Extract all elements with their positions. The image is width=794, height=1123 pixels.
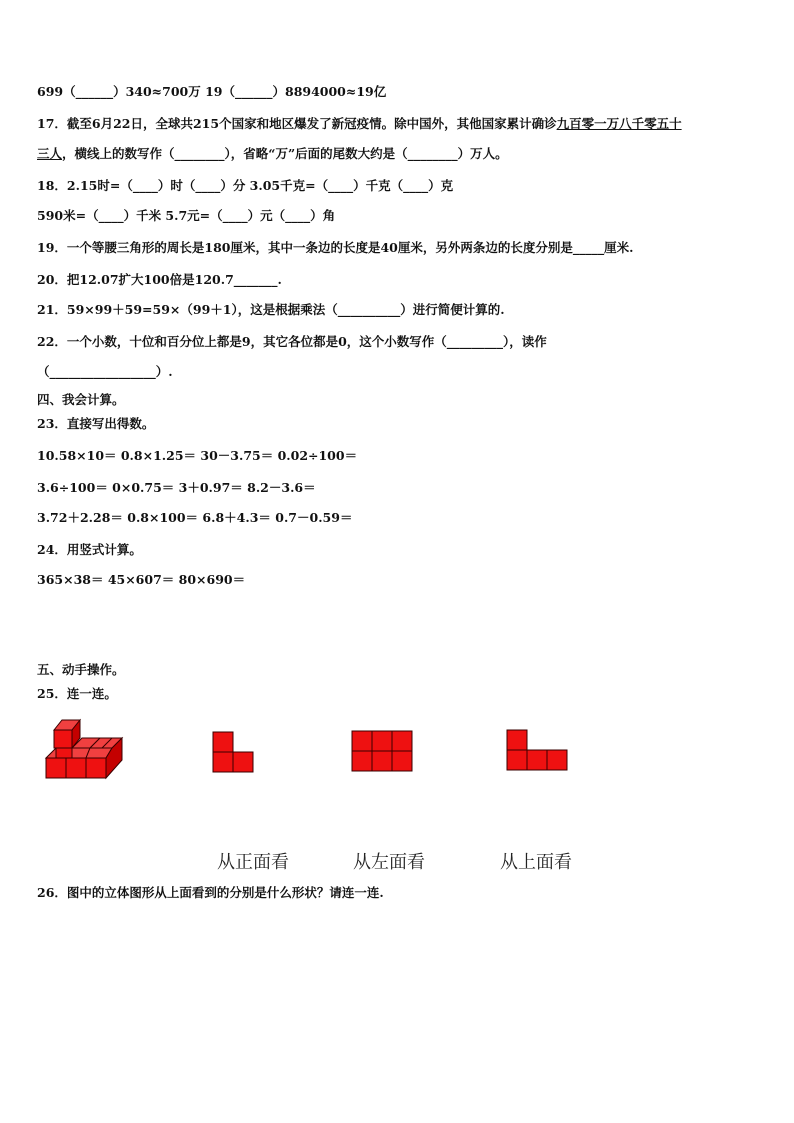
- q21: 21．59×99＋59=59×（99＋1），这是根据乘法（__________）进行简便计算的.: [37, 302, 505, 317]
- q17-line1: [37, 116, 682, 132]
- view-label-top: 从上面看: [500, 852, 572, 873]
- section-4-title: 四、我会计算。: [37, 392, 125, 407]
- view-label-front: 从正面看: [217, 852, 289, 873]
- q18-line2: 590米=（____）千米 5.7元=（____）元（____）角: [37, 208, 336, 223]
- square: [352, 731, 372, 751]
- calc-row-4: 365×38＝ 45×607＝ 80×690＝: [37, 572, 246, 587]
- q17-line2: [37, 146, 508, 162]
- q20: 20．把12.07扩大100倍是120.7_______.: [37, 272, 282, 287]
- square: [392, 751, 412, 771]
- solid-figure: [44, 718, 128, 780]
- section-5-title: 五、动手操作。: [37, 662, 125, 677]
- calc-row-2: 3.6÷100＝ 0×0.75＝ 3＋0.97＝ 8.2－3.6＝: [37, 480, 316, 495]
- view-shape-2: [351, 730, 413, 772]
- square: [507, 750, 527, 770]
- q19: 19．一个等腰三角形的周长是180厘米，其中一条边的长度是40厘米，另外两条边的长度分别是_____厘米.: [37, 240, 634, 255]
- q24-title: 24．用竖式计算。: [37, 542, 142, 557]
- cube-face: [56, 748, 72, 758]
- q26: 26．图中的立体图形从上面看到的分别是什么形状？请连一连.: [37, 885, 384, 900]
- q23-title: 23．直接写出得数。: [37, 416, 155, 431]
- view-shape-3: [506, 729, 570, 771]
- line-q16-tail: 699（______）340≈700万 19（______）8894000≈19亿: [37, 84, 387, 99]
- square: [527, 750, 547, 770]
- square: [233, 752, 253, 772]
- q17-text: 17．截至6月22日，全球共215个国家和地区爆发了新冠疫情。除中国外，其他国家累计确诊: [37, 116, 557, 131]
- view-label-left: 从左面看: [353, 852, 425, 873]
- square: [372, 731, 392, 751]
- square: [547, 750, 567, 770]
- view-shape-1: [212, 731, 256, 773]
- cube-face: [86, 758, 106, 778]
- q22-line1: 22．一个小数，十位和百分位上都是9，其它各位都是0，这个小数写作（_________），读作: [37, 334, 547, 349]
- q17-question: ，横线上的数写作（________），省略“万”后面的尾数大约是（________）万人。: [62, 146, 508, 161]
- q17-underlined-tail: 三人: [37, 146, 63, 161]
- square: [392, 731, 412, 751]
- cube-face: [66, 758, 86, 778]
- calc-row-3: 3.72＋2.28＝ 0.8×100＝ 6.8＋4.3＝ 0.7－0.59＝: [37, 510, 353, 525]
- square: [507, 730, 527, 750]
- calc-row-1: 10.58×10＝ 0.8×1.25＝ 30－3.75＝ 0.02÷100＝: [37, 448, 358, 463]
- cube-face: [46, 758, 66, 778]
- square: [213, 752, 233, 772]
- q25-title: 25．连一连。: [37, 686, 117, 701]
- square: [372, 751, 392, 771]
- q17-underlined-number: 九百零一万八千零五十: [556, 116, 682, 131]
- square: [352, 751, 372, 771]
- q18-line1: 18．2.15时=（____）时（____）分 3.05千克=（____）千克（____）克: [37, 178, 454, 193]
- square: [213, 732, 233, 752]
- q22-line2: （_________________）.: [37, 364, 173, 379]
- cube-face: [54, 730, 72, 748]
